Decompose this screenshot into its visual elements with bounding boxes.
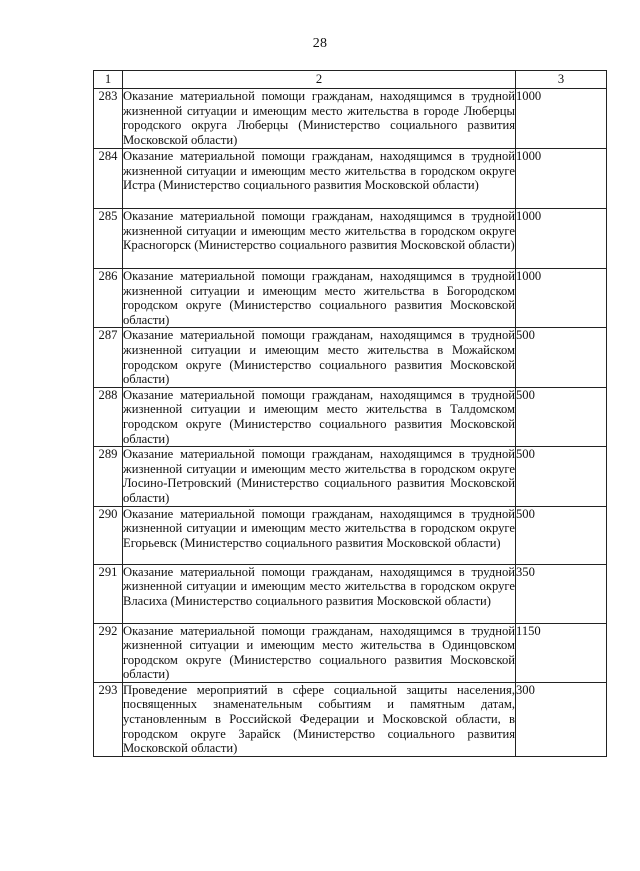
row-amount: 300 [516,682,607,756]
row-amount: 1000 [516,89,607,149]
row-description: Оказание материальной помощи гражданам, находящимся в трудной жизненной ситуации и имеющим место жительства в городском округе Истра (Министерство социального развития Московской области) [123,149,516,209]
table-row [94,623,607,682]
table-row [94,682,607,756]
row-number: 286 [94,269,123,328]
row-description: Оказание материальной помощи гражданам, находящимся в трудной жизненной ситуации и имеющим место жительства в городском округе Егорьевск (Министерство социального развития Московской области) [123,506,516,564]
row-number: 285 [94,209,123,269]
table-row [94,387,607,446]
table-row [94,89,607,149]
row-amount: 1000 [516,209,607,269]
column-header-description: 2 [123,71,516,89]
column-header-number: 1 [94,71,123,89]
row-number: 284 [94,149,123,209]
row-description: Оказание материальной помощи гражданам, находящимся в трудной жизненной ситуации и имеющим место жительства в Одинцовском городском округе (Министерство социального развития Московской области) [123,623,515,682]
budget-table [93,70,607,757]
table-row [94,209,607,269]
table-row [94,328,607,387]
row-amount: 1000 [516,149,607,209]
row-amount: 350 [516,564,607,623]
table-row [94,564,607,623]
row-number: 283 [94,89,123,149]
row-number: 288 [94,387,123,446]
row-description: Оказание материальной помощи гражданам, находящимся в трудной жизненной ситуации и имеющим место жительства в Талдомском городском округе (Министерство социального развития Московской области) [123,387,515,446]
row-amount: 500 [516,506,607,564]
row-description: Оказание материальной помощи гражданам, находящимся в трудной жизненной ситуации и имеющим место жительства в Богородском городском округе (Министерство социального развития Московской области) [123,269,515,327]
row-number: 291 [94,564,123,623]
row-number: 289 [94,447,123,506]
table-row [94,447,607,506]
row-description: Оказание материальной помощи гражданам, находящимся в трудной жизненной ситуации и имеющим место жительства в Можайском городском округе (Министерство социального развития Московской области) [123,328,515,387]
row-description: Оказание материальной помощи гражданам, находящимся в трудной жизненной ситуации и имеющим место жительства в городском округе Лосино-Петровский (Министерство социального развития Московской области) [123,447,515,505]
column-header-amount: 3 [516,71,607,89]
table-header-row [94,71,607,89]
row-number: 290 [94,506,123,564]
table-row [94,269,607,328]
row-amount: 1150 [516,623,607,682]
row-description: Оказание материальной помощи гражданам, находящимся в трудной жизненной ситуации и имеющим место жительства в городском округе Красногорск (Министерство социального развития Московской области) [123,209,516,269]
row-amount: 500 [516,387,607,446]
row-number: 287 [94,328,123,387]
table-row [94,506,607,564]
row-amount: 1000 [516,269,607,328]
row-description: Оказание материальной помощи гражданам, находящимся в трудной жизненной ситуации и имеющим место жительства в городском округе Власиха (Министерство социального развития Московской области) [123,564,516,623]
row-description: Проведение мероприятий в сфере социальной защиты населения, посвященных знаменательным событиям и памятным датам, установленным в Российской Федерации и Московской области, в городском округе Зарайск (Министерство социального развития Московской области) [123,682,515,756]
row-number: 293 [94,682,123,756]
page-number: 28 [312,36,328,51]
row-description: Оказание материальной помощи гражданам, находящимся в трудной жизненной ситуации и имеющим место жительства в городе Люберцы городского округа Люберцы (Министерство социального развития Московской области) [123,89,515,147]
row-amount: 500 [516,328,607,387]
table-row [94,149,607,209]
row-amount: 500 [516,447,607,506]
row-number: 292 [94,623,123,682]
